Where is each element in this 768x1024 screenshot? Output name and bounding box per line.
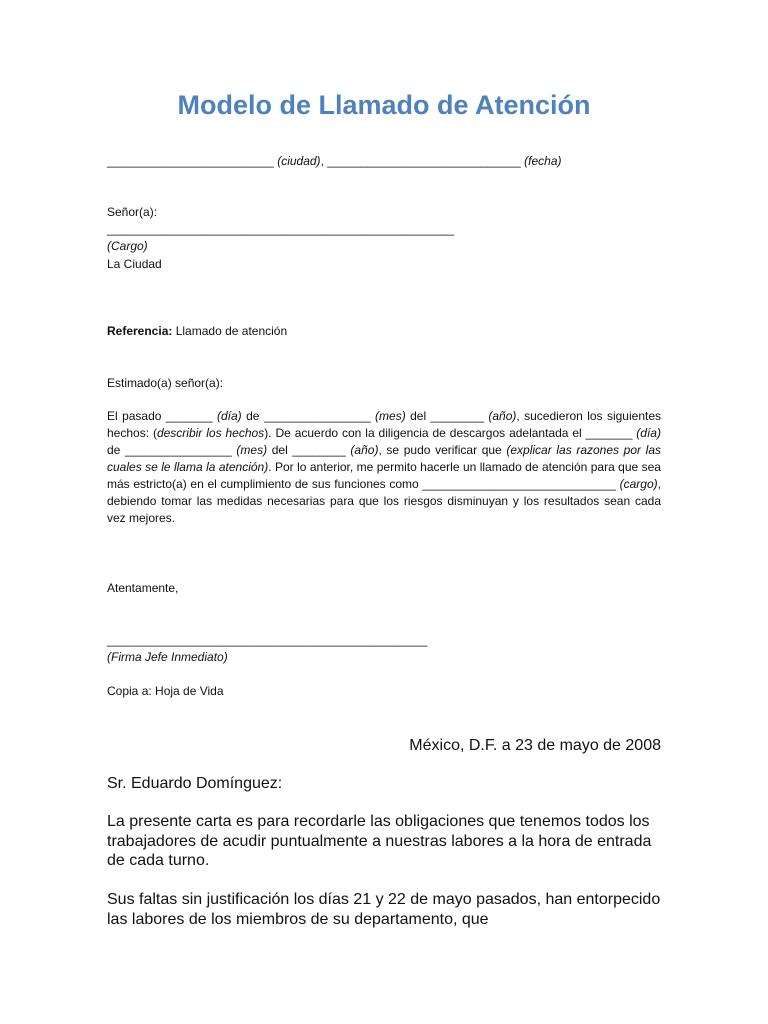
body-text: del ________	[267, 443, 351, 457]
signature-label: (Firma Jefe Inmediato)	[107, 650, 228, 664]
recipient-city: La Ciudad	[107, 257, 162, 271]
recipient-salutation: Señor(a):	[107, 205, 158, 219]
body-text: . Por lo anterior, me permito hacerle un llamado de atención para que sea más estricto(a) en el cumplimiento de sus funciones como _____________________________	[107, 460, 661, 491]
body-text: ). De acuerdo con la diligencia de descargos adelantada el _______	[264, 426, 637, 440]
body-text: El pasado _______	[107, 409, 217, 423]
body-hint: describir los hechos	[156, 426, 265, 440]
body-hint: (año)	[350, 443, 379, 457]
document-title: Modelo de Llamado de Atención	[177, 90, 591, 120]
letter-paragraph-2: Sus faltas sin justificación los días 21 y 22 de mayo pasados, han entorpecido las labores de los miembros de su departamento, que	[107, 891, 661, 928]
letter-date: México, D.F. a 23 de mayo de 2008	[409, 737, 661, 754]
body-hint: (explicar las razones por las cuales se le llama la atención)	[107, 443, 661, 474]
greeting: Estimado(a) señor(a):	[107, 376, 224, 390]
body-text: , sucedieron los siguientes hechos: (	[107, 409, 661, 440]
reference-line	[107, 323, 287, 340]
letter-salutation: Sr. Eduardo Domínguez:	[107, 775, 283, 792]
body-text: , se pudo verificar que	[378, 443, 507, 457]
body-text: del ________	[405, 409, 489, 423]
body-hint: (mes)	[236, 443, 268, 457]
closing: Atentamente,	[107, 581, 179, 595]
date-blank: _____________________________	[327, 154, 521, 168]
body-hint: (día)	[636, 426, 661, 440]
recipient-name-line: ____________________________________________________	[107, 222, 455, 236]
date-hint: (fecha)	[524, 154, 562, 168]
signature-line: ________________________________________________	[107, 633, 428, 647]
letter-paragraph-1: La presente carta es para recordarle las obligaciones que tenemos todos los trabajadores de acudir puntualmente a nuestras labores a la hora de entrada de cada turno.	[107, 813, 652, 869]
recipient-cargo: (Cargo)	[107, 239, 148, 253]
body-hint: (cargo)	[619, 477, 658, 491]
body-hint: (mes)	[375, 409, 406, 423]
body-paragraph	[107, 408, 661, 527]
body-hint: (día)	[216, 409, 242, 423]
city-blank: _________________________	[107, 154, 274, 168]
place-date-line	[107, 153, 667, 170]
body-text: de ________________	[241, 409, 376, 423]
body-text: , debiendo tomar las medidas necesarias para que los riesgos disminuyan y los resultados sean cada vez mejores.	[107, 477, 661, 525]
reference-label: Referencia:	[107, 324, 173, 338]
comma: ,	[320, 154, 324, 168]
copy-note: Copia a: Hoja de Vida	[107, 684, 224, 698]
reference-text: Llamado de atención	[175, 324, 288, 338]
body-text: de ________________	[107, 443, 237, 457]
body-hint: (año)	[488, 409, 517, 423]
city-hint: (ciudad)	[277, 154, 321, 168]
